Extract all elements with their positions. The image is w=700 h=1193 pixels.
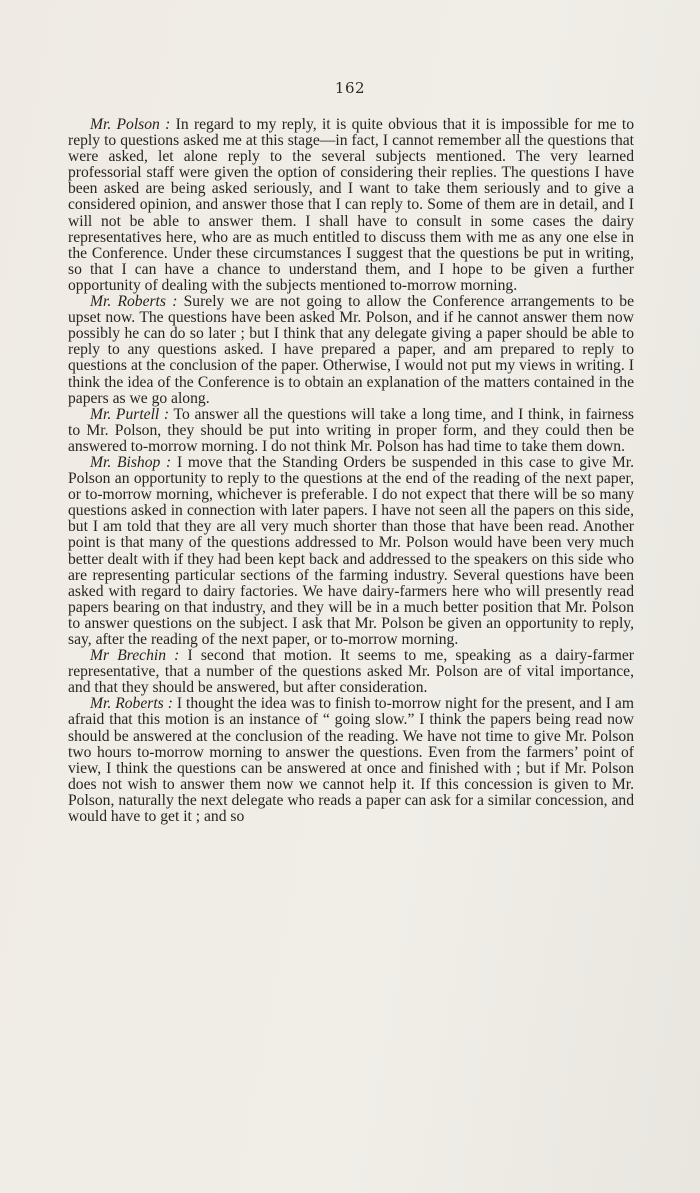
page-number: 162 (334, 79, 366, 97)
speaker-name: Mr. Roberts : (90, 293, 178, 311)
speaker-name: Mr. Polson : (90, 116, 171, 133)
paragraph-roberts-2 (68, 696, 634, 825)
paragraph-text: To answer all the questions will take a long time, and I think, in fairness to Mr. Polson, they should be put into writing in proper form, and they could then be answered to-morrow morning. I do not think Mr. Polson has had time to take them down. (68, 405, 634, 455)
paragraph-text: Surely we are not going to allow the Conference arrangements to be upset now. The questions have been asked Mr. Polson, and if he cannot answer them now possibly he can do so later ; but I think that any delegate giving a paper should be able to reply to any questions asked. I have prepared a paper, and am prepared to reply to questions at the conclusion of the paper. Otherwise, I would not put my views in writing. I think the idea of the Conference is to obtain an explanation of the matters contained in the papers as we go along. (68, 293, 634, 407)
paragraph-text: I second that motion. It seems to me, speaking as a dairy-farmer representative, that a number of the questions asked Mr. Polson are of vital importance, and that they should be answered, but after consideration. (68, 647, 634, 697)
page-body (68, 117, 634, 825)
paragraph-polson (68, 117, 634, 294)
speaker-name: Mr Brechin : (90, 647, 180, 665)
paragraph-text: I move that the Standing Orders be suspended in this case to give Mr. Polson an opportunity to reply to the questions at the end of the reading of the next paper, or to-morrow morning, whichever is preferable. I do not expect that there will be so many questions asked in connection with later papers. I have not seen all the papers on this side, but I am told that they are all very much shorter than those that have been read. Another point is that many of the questions addressed to Mr. Polson would have been very much better dealt with if they had been kept back and addressed to the speakers on this side who are representing particular sections of the farming industry. Several questions have been asked with regard to dairy factories. We have dairy-farmers here who will presently read papers bearing on that industry, and they will be in a much better position that Mr. Polson to answer questions on the subject. I ask that Mr. Polson be given an opportunity to reply, say, after the reading of the next paper, or to-morrow morning. (68, 453, 634, 648)
paragraph-text: I thought the idea was to finish to-morrow night for the present, and I am afraid that this motion is an instance of “ going slow.” I think the papers being read now should be answered at the conclusion of the reading. We have not time to give Mr. Polson two hours to-morrow morning to answer the questions. Even from the farmers’ point of view, I think the questions can be answered at once and finished with ; but if Mr. Polson does not wish to answer them now we cannot help it. If this concession is given to Mr. Polson, naturally the next delegate who reads a paper can ask for a similar concession, and would have to get it ; and so (68, 695, 634, 826)
speaker-name: Mr. Bishop : (90, 453, 172, 471)
paragraph-brechin (68, 648, 634, 696)
paragraph-text: In regard to my reply, it is quite obvious that it is impossible for me to reply to questions asked me at this stage—in fact, I cannot remember all the questions that were asked, let alone reply to the several subjects mentioned. The very learned professorial staff were given the option of considering their replies. The questions I have been asked are being asked seriously, and I want to take them seriously and to give a considered opinion, and answer those that I can reply to. Some of them are in detail, and I will not be able to answer them. I shall have to consult in some cases the dairy representatives here, who are as much entitled to discuss them with me as any one else in the Conference. Under these circumstances I suggest that the questions be put in writing, so that I can have a chance to understand them, and I hope to be given a further opportunity of dealing with the subjects mentioned to-morrow morning. (68, 116, 634, 294)
speaker-name: Mr. Purtell : (90, 405, 170, 423)
paragraph-bishop (68, 455, 634, 648)
paragraph-purtell (68, 407, 634, 455)
speaker-name: Mr. Roberts : (90, 695, 173, 713)
paragraph-roberts (68, 294, 634, 407)
